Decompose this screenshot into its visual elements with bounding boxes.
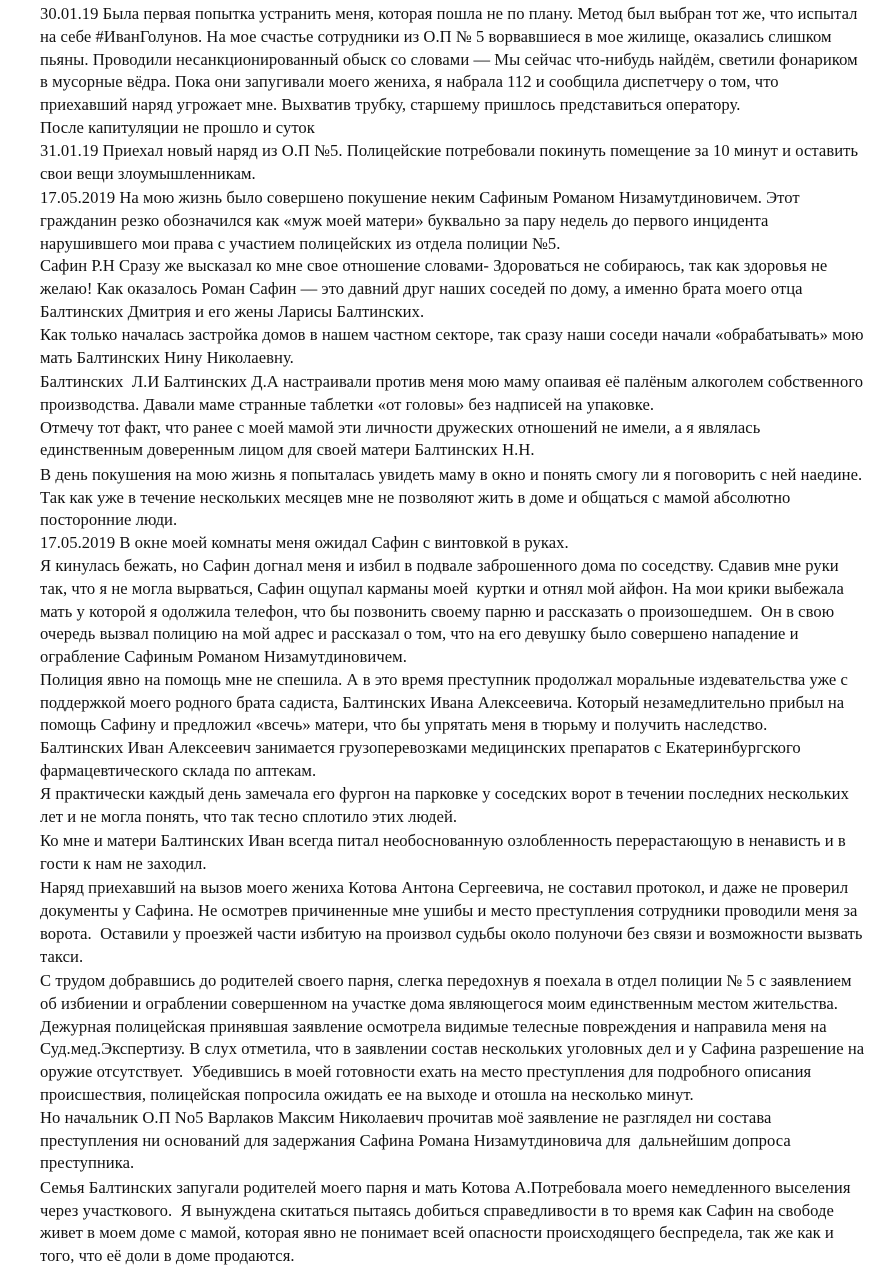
paragraph-8: Отмечу тот факт, что ранее с моей мамой эти личности дружеских отношений не имели, а я являлась единственным доверенным лицом для своей матери Балтинских Н.Н.: [40, 417, 765, 460]
paragraph-3: 31.01.19 Приехал новый наряд из О.П №5. Полицейские потребовали покинуть помещение за 10 минут и оставить свои вещи злоумышленникам.: [40, 140, 863, 183]
paragraph-1: 30.01.19 Была первая попытка устранить меня, которая пошла не по плану. Метод был выбран тот же, что испытал на себе #ИванГолунов. На мое счастье сотрудники из О.П № 5 ворвавшиеся в мое жилище, оказались слишком пьяны. Проводили несанкционированный обыск со словами — Мы сейчас что-нибудь найдём, светили фонариком в мусорные вёдра. Пока они запугивали моего жениха, я набрала 112 и сообщила диспетчеру о том, что приехавший наряд угрожает мне. Выхватив трубку, старшему пришлось представиться оператору.: [40, 4, 862, 115]
paragraph-5: Сафин Р.Н Сразу же высказал ко мне свое отношение словами- Здороваться не собираюсь, так как здоровья не желаю! Как оказалось Роман Сафин — это давний друг наших соседей по дому, а именно брата моего отца Балтинских Дмитрия и его жены Ларисы Балтинских.: [40, 256, 832, 321]
paragraph-10: 17.05.2019 В окне моей комнаты меня ожидал Сафин с винтовкой в руках.: [40, 533, 569, 553]
paragraph-2: После капитуляции не прошло и суток: [40, 117, 315, 137]
paragraph-6: Как только началась застройка домов в нашем частном секторе, так сразу наши соседи начали «обрабатывать» мою мать Балтинских Нину Николаевну.: [40, 324, 868, 367]
paragraph-7: Балтинских Л.И Балтинских Д.А настраивали против меня мою маму опаивая её палёным алкоголем собственного производства. Давали маме странные таблетки «от головы» без надписей на упаковке.: [40, 371, 868, 414]
paragraph-19: Но начальник О.П No5 Варлаков Максим Николаевич прочитав моё заявление не разглядел ни состава преступления ни оснований для задержания Сафина Романа Низамутдиновича для дальнейшим допроса преступника.: [40, 1107, 795, 1173]
paragraph-14: Я практически каждый день замечала его фургон на парковке у соседских ворот в течении последних нескольких лет и не могла понять, что так тесно сплотило этих людей.: [40, 783, 854, 826]
paragraph-15: Ко мне и матери Балтинских Иван всегда питал необоснованную озлобленность перерастающую в ненависть и в гости к нам не заходил.: [40, 831, 850, 873]
paragraph-13: Балтинских Иван Алексеевич занимается грузоперевозками медицинских препаратов с Екатеринбургского фармацевтического склада по аптекам.: [40, 738, 805, 781]
paragraph-16: Наряд приехавший на вызов моего жениха Котова Антона Сергеевича, не составил протокол, и даже не проверил документы у Сафина. Не осмотрев причиненные мне ушибы и место преступления сотрудники проводили меня за ворота. Оставили у проезжей части избитую на произвол судьбы около полуночи без связи и возможности вызвать такси.: [40, 878, 867, 966]
paragraph-9: В день покушения на мою жизнь я попыталась увидеть маму в окно и понять смогу ли я поговорить с ней наедине. Так как уже в течение нескольких месяцев мне не позволяют жить в доме и общаться с мамой абсолютно посторонние люди.: [40, 464, 867, 530]
paragraph-11: Я кинулась бежать, но Сафин догнал меня и избил в подвале заброшенного дома по соседству. Сдавив мне руки так, что я не могла вырваться, Сафин ощупал карманы моей куртки и отнял мой айфон. На мои крики выбежала мать у которой я одолжила телефон, что бы позвонить своему парню и рассказать о произошедшем. Он в свою очередь вызвал полицию на мой адрес и рассказал о том, что на его девушку было совершено нападение и ограбление Сафиным Романом Низамутдиновичем.: [40, 555, 849, 667]
paragraph-20: Семья Балтинских запугали родителей моего парня и мать Котова А.Потребовала моего немедленного выселения через участкового. Я вынуждена скитаться пытаясь добиться справедливости в то время как Сафин на свободе живет в моем доме с мамой, которая явно не понимает всей опасности происходящего беспредела, так же как и того, что её доли в доме продаются.: [40, 1177, 855, 1266]
paragraph-4: 17.05.2019 На мою жизнь было совершено покушение неким Сафиным Романом Низамутдиновичем. Этот гражданин резко обозначился как «муж моей матери» буквально за пару недель до первого инцидента нарушившего мои права с участием полицейских из отдела полиции №5.: [40, 187, 804, 253]
paragraph-18: Дежурная полицейская принявшая заявление осмотрела видимые телесные повреждения и направила меня на Суд.мед.Экспертизу. В слух отметила, что в заявлении состав нескольких уголовных дел и у Сафина разрешение на оружие отсутствует. Убедившись в моей готовности ехать на место преступления для подробного описания происшествия, полицейская попросила ожидать ее на выходе и отошла на несколько минут.: [40, 1016, 869, 1105]
document-page: [40, 3, 869, 1268]
paragraph-17: С трудом добравшись до родителей своего парня, слегка передохнув я поехала в отдел полиции № 5 с заявлением об избиении и ограблении совершенном на участке дома являющегося моим единственным местом жительства.: [40, 971, 856, 1013]
paragraph-12: Полиция явно на помощь мне не спешила. А в это время преступник продолжал моральные издевательства уже с поддержкой моего родного брата садиста, Балтинских Ивана Алексеевича. Который незамедлительно прибыл на помощь Сафину и предложил «всечь» матери, что бы упрятать меня в тюрьму и получить наследство.: [40, 669, 853, 735]
